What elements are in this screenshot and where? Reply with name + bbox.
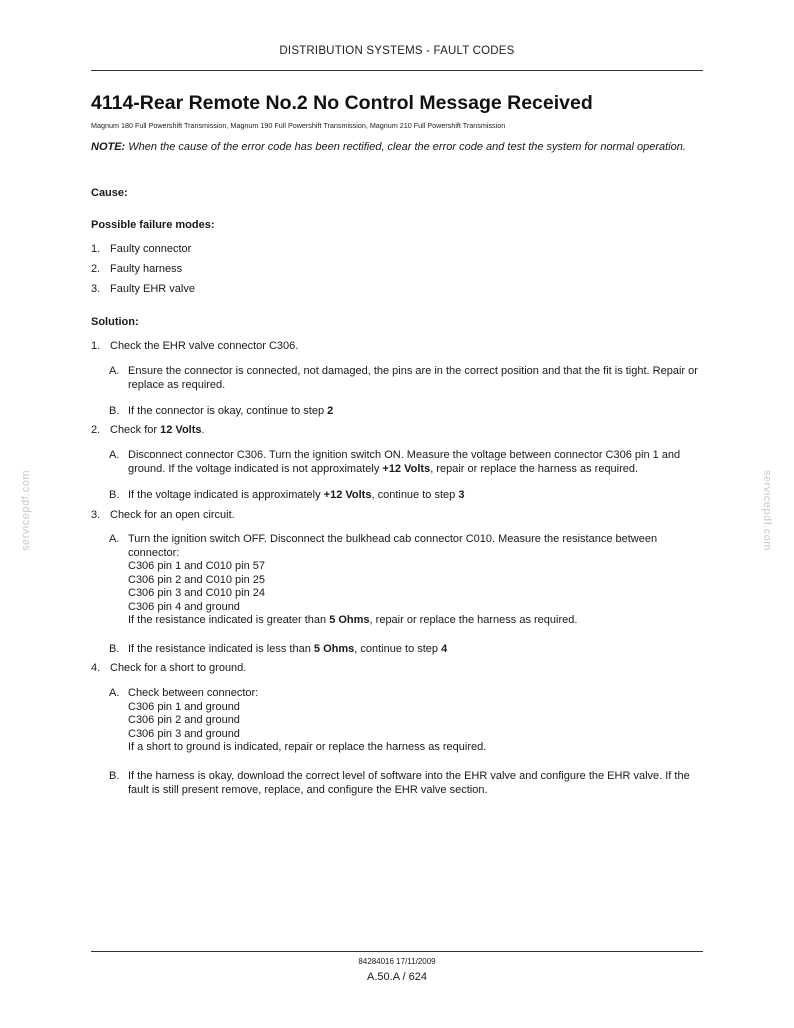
step-2b: B. If the voltage indicated is approximately +12 Volts, continue to step 3 <box>109 489 465 501</box>
list-item: 1. Faulty connector <box>91 243 192 255</box>
step-4a: A. Check between connector: C306 pin 1 and ground C306 pin 2 and ground C306 pin 3 and ground If a short to ground is indicated, repair or replace the harness as required. <box>109 687 487 753</box>
step-2a: A. Disconnect connector C306. Turn the ignition switch ON. Measure the voltage between connector C306 pin 1 and ground. If the voltage indicated is not approximately +12 Volts, repair or replace the harness as required. <box>109 449 681 475</box>
cause-heading: Cause: <box>91 187 128 199</box>
step-3b: B. If the resistance indicated is less than 5 Ohms, continue to step 4 <box>109 643 448 655</box>
step-3a: A. Turn the ignition switch OFF. Disconnect the bulkhead cab connector C010. Measure the resistance between connector: C306 pin 1 and C010 pin 57 C306 pin 2 and C010 pin 25 C306 pin 3 and C010 pin 24 C306 pin 4 and ground If the resistance indicated is greater than 5 Ohms, repair or replace the harness as required. <box>109 533 658 626</box>
footer-divider <box>91 951 703 952</box>
step-4: 4. Check for a short to ground. <box>91 662 247 674</box>
note-label: NOTE: <box>91 141 126 153</box>
step-1a: A. Ensure the connector is connected, not damaged, the pins are in the correct position and that the fit is tight. Repair or replace as required. <box>109 365 698 391</box>
step-2: 2. Check for 12 Volts. <box>91 424 205 436</box>
step-4b: B. If the harness is okay, download the correct level of software into the EHR valve and configure the EHR valve. If the fault is still present remove, replace, and configure the EHR valve section. <box>109 770 690 796</box>
page-header: DISTRIBUTION SYSTEMS - FAULT CODES <box>279 45 515 57</box>
footer-document-code: 84284016 17/11/2009 <box>358 957 436 966</box>
fault-code-title: 4114-Rear Remote No.2 No Control Message Received <box>91 92 593 114</box>
applicable-models: Magnum 180 Full Powershift Transmission, Magnum 190 Full Powershift Transmission, Magnum 210 Full Powershift Transmission <box>91 121 506 130</box>
step-1b: B. If the connector is okay, continue to step 2 <box>109 405 334 417</box>
failure-modes-heading: Possible failure modes: <box>91 219 215 231</box>
watermark-right: servicepdf.com <box>761 470 773 551</box>
step-3: 3. Check for an open circuit. <box>91 509 235 521</box>
footer-page-number: A.50.A / 624 <box>367 971 427 983</box>
note-text: When the cause of the error code has been rectified, clear the error code and test the system for normal operation. <box>128 141 686 153</box>
list-item: 2. Faulty harness <box>91 263 183 275</box>
header-divider <box>91 70 703 71</box>
failure-modes-list <box>91 243 195 303</box>
watermark-left: servicepdf.com <box>20 470 32 551</box>
step-1: 1. Check the EHR valve connector C306. <box>91 340 299 352</box>
note-paragraph <box>91 140 703 154</box>
solution-heading: Solution: <box>91 316 139 328</box>
list-item: 3. Faulty EHR valve <box>91 283 195 295</box>
